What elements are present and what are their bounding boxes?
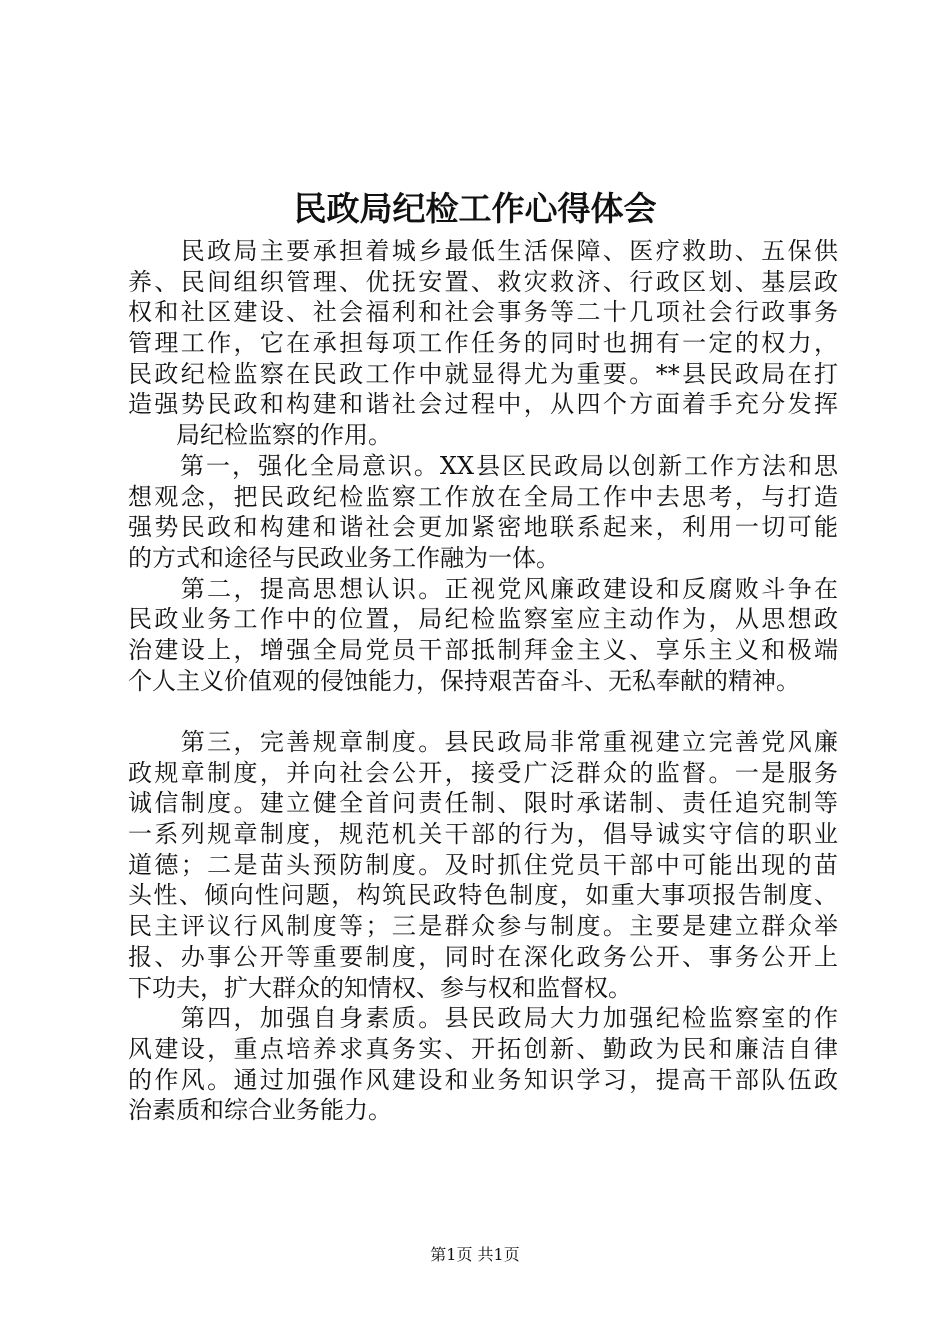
body-text-line: 道德；二是苗头预防制度。及时抓住党员干部中可能出现的苗 [128, 850, 838, 879]
body-text-line: 下功夫，扩大群众的知情权、参与权和监督权。 [128, 973, 632, 1002]
body-text-line: 报、办事公开等重要制度，同时在深化政务公开、事务公开上 [128, 942, 838, 971]
body-text-line: 治素质和综合业务能力。 [128, 1096, 392, 1125]
body-text-line: 治建设上，增强全局党员干部抵制拜金主义、享乐主义和极端 [128, 635, 838, 664]
body-text-line: 个人主义价值观的侵蚀能力，保持艰苦奋斗、无私奉献的精神。 [128, 666, 800, 695]
body-text-line: 政规章制度，并向社会公开，接受广泛群众的监督。一是服务 [128, 758, 838, 787]
page-footer: 第1页 共1页 [430, 1245, 520, 1264]
body-text-line: 想观念，把民政纪检监察工作放在全局工作中去思考，与打造 [128, 482, 838, 511]
body-text-line: 一系列规章制度，规范机关干部的行为，倡导诚实守信的职业 [128, 820, 838, 849]
body-text-line: 头性、倾向性问题，构筑民政特色制度，如重大事项报告制度、 [128, 881, 838, 910]
body-text-line: 权和社区建设、社会福利和社会事务等二十几项社会行政事务 [128, 298, 838, 327]
body-text-line: 造强势民政和构建和谐社会过程中，从四个方面着手充分发挥 [128, 390, 838, 419]
body-text-line: 管理工作，它在承担每项工作任务的同时也拥有一定的权力， [128, 329, 838, 358]
document-title: 民政局纪检工作心得体会 [293, 189, 657, 228]
body-text-line: 诚信制度。建立健全首问责任制、限时承诺制、责任追究制等 [128, 789, 838, 818]
body-text-line: 的作风。通过加强作风建设和业务知识学习，提高干部队伍政 [128, 1065, 838, 1094]
body-text-line: 养、民间组织管理、优抚安置、救灾救济、行政区划、基层政 [128, 267, 838, 296]
body-text-line: 民主评议行风制度等；三是群众参与制度。主要是建立群众举 [128, 912, 838, 941]
blank-line [128, 696, 838, 727]
body-text-line: 民政局主要承担着城乡最低生活保障、医疗救助、五保供 [128, 237, 838, 265]
body-text-line: 局纪检监察的作用。 [128, 421, 392, 450]
document-body [128, 236, 838, 1126]
body-text-line: 民政纪检监察在民政工作中就显得尤为重要。**县民政局在打 [128, 359, 838, 388]
body-text-line: 民政业务工作中的位置，局纪检监察室应主动作为，从思想政 [128, 605, 838, 634]
body-text-line: 的方式和途径与民政业务工作融为一体。 [128, 543, 560, 572]
body-text-line: 风建设，重点培养求真务实、开拓创新、勤政为民和廉洁自律 [128, 1034, 838, 1063]
body-text-line: 第四，加强自身素质。县民政局大力加强纪检监察室的作 [128, 1004, 838, 1033]
body-text-line: 第二，提高思想认识。正视党风廉政建设和反腐败斗争在 [128, 574, 838, 603]
body-text-line: 强势民政和构建和谐社会更加紧密地联系起来，利用一切可能 [128, 513, 838, 542]
body-text-line: 第一，强化全局意识。XX县区民政局以创新工作方法和思 [128, 451, 838, 480]
body-text-line: 第三，完善规章制度。县民政局非常重视建立完善党风廉 [128, 728, 838, 756]
